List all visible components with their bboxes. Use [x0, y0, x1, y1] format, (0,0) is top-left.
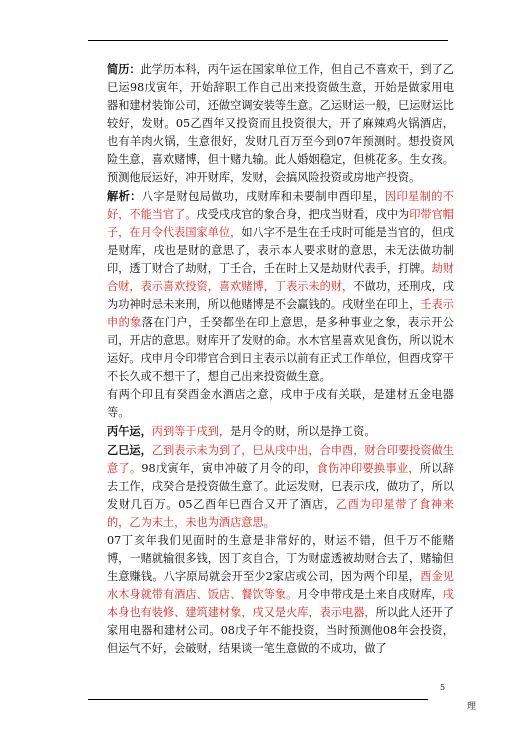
extra-paragraph: 有两个印且有癸酉金水酒店之意，戌申于戌有关联，是建材五金电器等。 [107, 388, 454, 419]
yisi-paragraph [107, 441, 454, 532]
analysis-label: 解析： [107, 189, 142, 203]
analysis-text-3: 如八字不是生在壬戌时可能是当官的，但戌是财库，戌也是财的意思了，表示本人要求财的意思，未无法做功制印，透丁财合了劫财，丁壬合，壬在时上又是劫财代表手，打牌。 [107, 226, 454, 275]
yisi-label: 乙巳运， [107, 443, 152, 457]
analysis-text-4: 不做功，还刑戌，戌为功神时忌未来刑，所以他赌博是不会赢钱的。戌财坐在印上， [107, 280, 454, 311]
yisi-highlight-1: 乙到表示未为到了，巳从戌中出，合申酉，财合印要投资做生意了。 [107, 444, 454, 475]
analysis-highlight-4: 壬表示申的象 [107, 298, 454, 329]
document-body [107, 60, 454, 658]
analysis-text-2: 戌受戌戌官的象合身，把戌当财看，戌中为 [196, 208, 410, 221]
dinghai-text-1: 07丁亥年我们见面时的生意是非常好的，财运不错，但千万不能赌博，一赌就输很多钱，因丁亥自合，丁为财虚透被劫财合去了，赌输但生意赚钱。八字原局就会开至少2家店或公司，因为两个印星， [107, 534, 454, 583]
bingwu-paragraph [107, 422, 454, 441]
analysis-paragraph [107, 187, 454, 386]
dinghai-highlight-1: 酉金见水木身就带有酒店、饭店、餐饮等象。 [107, 570, 454, 601]
dinghai-highlight-2: 戌本身也有装修、建筑建材象，戌又是火库，表示电器， [107, 588, 454, 619]
corner-text: 理 [467, 702, 477, 712]
resume-text: 此学历本科，丙午运在国家单位工作，但自己不喜欢干，到了乙巳运98戊寅年，开始辞职工作自己出来投资做生意，开始是做家用电器和建材装饰公司，还做空调安装等生意。乙运财运一般，巳运财运比较好，发财。05乙酉年又投资而且投资很大，开了麻辣鸡火锅酒店，也有羊肉火锅，生意很好，发财几百万至今到07年预测时。想投资风险生意，喜欢赌博，但十赌九输。此人婚姻稳定，但桃花多。生女孩。预测他辰运好，冲开财库，发财，会搞风险投资或房地产投资。 [107, 63, 454, 184]
bingwu-label: 丙午运， [107, 424, 152, 438]
page-number: 5 [440, 683, 446, 692]
analysis-highlight-2: 印带官帽子，在月令代表国家单位， [107, 208, 454, 239]
dinghai-paragraph [107, 532, 454, 658]
yisi-highlight-3: 乙酉为印星带了食神来的，乙为末土，未也为酒店意思。 [107, 498, 454, 529]
analysis-text-5: 落在门户，壬癸都坐在印上意思，是多种事业之象，表示开公司，开店的意思。财库开了发财的命。水木官星喜欢见食伤，所以说木运好。戌申月令印带官合到日主表示以前有正式工作单位，但酉戌穿干不长久或不想干了，想自己出来投资做生意。 [107, 316, 454, 383]
yisi-text-2: 所以辞去工作，戌癸合是投资做生意了。此运发财，巳表示戌，做功了，所以发财几百万。05乙酉年巳酉合又开了酒店， [107, 462, 454, 511]
yisi-text-1: 98戊寅年，寅申冲破了月令的印， [141, 462, 317, 475]
analysis-highlight-1: 因印星制的不好，不能当官了。 [107, 190, 454, 221]
yisi-highlight-2: 食伤冲印要换事业， [316, 462, 420, 475]
analysis-highlight-3: 劫财合财，表示喜欢投资，喜欢赌博，丁表示未的财， [107, 262, 454, 293]
resume-paragraph [107, 60, 454, 187]
footer-rule [88, 699, 428, 700]
resume-label: 简历： [107, 62, 141, 76]
header-rule [88, 40, 448, 41]
dinghai-text-2: 月令申带戌是土来自戌财库， [297, 588, 443, 601]
analysis-text-1: 八字是财包局做功，戌财库和未要制申酉印星， [141, 190, 385, 203]
bingwu-highlight: 丙到等于戌到， [151, 425, 231, 438]
dinghai-text-3: 所以此人还开了家用电器和建材公司。08戊子年不能投资，当时预测他08年会投资，但运气不好，会破财，结果谈一笔生意做的不成功，做了 [107, 606, 454, 655]
bingwu-text: 是月令的财，所以是挣工资。 [230, 425, 376, 438]
